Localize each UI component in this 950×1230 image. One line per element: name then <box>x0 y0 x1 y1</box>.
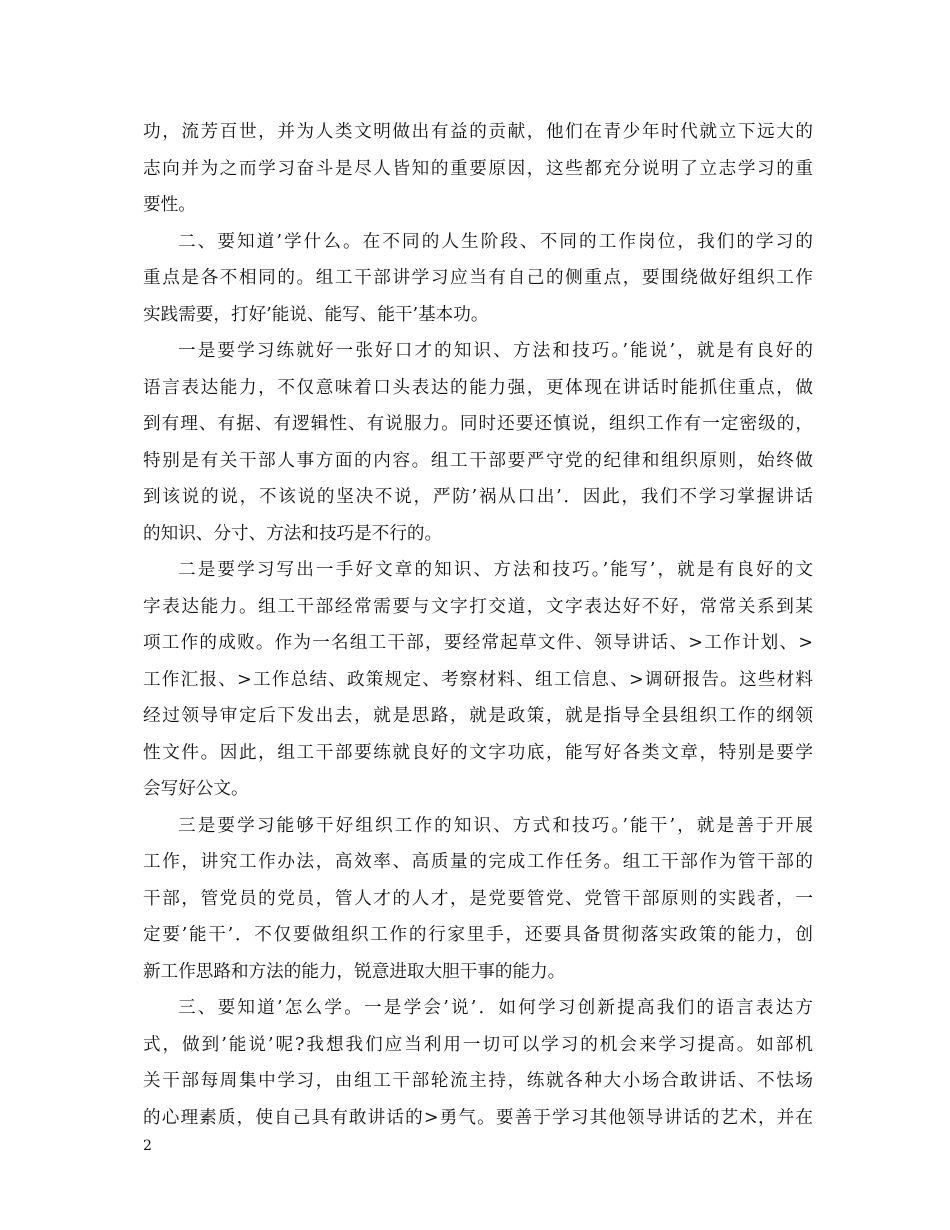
text-line: 到有理、有据、有逻辑性、有说服力。同时还要还慎说，组织工作有一定密级的， <box>143 414 813 434</box>
text-line: 语言表达能力，不仅意味着口头表达的能力强，更体现在讲话时能抓住重点，做 <box>143 377 813 398</box>
text-line: 会写好公文。 <box>143 779 249 799</box>
text-line: 二是要学习写出一手好文章的知识、方法和技巧。’能写’，就是有良好的文 <box>178 560 813 580</box>
text-line: 要性。 <box>143 195 196 215</box>
text-line: 一是要学习练就好一张好口才的知识、方法和技巧。’能说’，就是有良好的 <box>178 341 813 361</box>
text-line: 新工作思路和方法的能力，锐意进取大胆干事的能力。 <box>143 961 566 982</box>
text-line: 项工作的成败。作为一名组工干部，要经常起草文件、领导讲话、>工作计划、> <box>143 633 813 653</box>
text-line: 定要’能干’．不仅要做组织工作的行家里手，还要具备贯彻落实政策的能力，创 <box>143 925 813 945</box>
body-text <box>143 114 813 1136</box>
text-line: 特别是有关干部人事方面的内容。组工干部要严守党的纪律和组织原则，始终做 <box>143 450 813 471</box>
text-line: 字表达能力。组工干部经常需要与文字打交道，文字表达好不好，常常关系到某 <box>143 596 813 617</box>
text-line: 到该说的说，不该说的坚决不说，严防’祸从口出’．因此，我们不学习掌握讲话 <box>143 487 813 507</box>
text-line: 经过领导审定后下发出去，就是思路，就是政策，就是指导全县组织工作的纲领 <box>143 706 813 726</box>
text-line: 功，流芳百世，并为人类文明做出有益的贡献，他们在青少年时代就立下远大的 <box>143 122 813 142</box>
text-line: 实践需要，打好’能说、能写、能干’基本功。 <box>143 304 489 325</box>
text-line: 的心理素质，使自己具有敢讲话的>勇气。要善于学习其他领导讲话的艺术，并在 <box>143 1107 813 1128</box>
text-line: 的知识、分寸、方法和技巧是不行的。 <box>143 523 443 544</box>
text-line: 二、要知道’学什么。在不同的人生阶段、不同的工作岗位，我们的学习的 <box>178 231 813 252</box>
text-line: 干部，管党员的党员，管人才的人才，是党要管党、党管干部原则的实践者，一 <box>143 888 813 909</box>
text-line: 志向并为之而学习奋斗是尽人皆知的重要原因，这些都充分说明了立志学习的重 <box>143 158 813 179</box>
text-line: 式，做到’能说’呢?我想我们应当利用一切可以学习的机会来学习提高。如部机 <box>143 1034 813 1055</box>
text-line: 性文件。因此，组工干部要练就良好的文字功底，能写好各类文章，特别是要学 <box>143 742 813 763</box>
text-line: 工作，讲究工作办法，高效率、高质量的完成工作任务。组工干部作为管干部的 <box>143 852 813 872</box>
text-line: 三、要知道’怎么学。一是学会’说’．如何学习创新提高我们的语言表达方 <box>178 998 813 1018</box>
text-line: 工作汇报、>工作总结、政策规定、考察材料、组工信息、>调研报告。这些材料 <box>143 669 813 690</box>
text-line: 三是要学习能够干好组织工作的知识、方式和技巧。’能干’，就是善于开展 <box>178 815 813 836</box>
text-line: 重点是各不相同的。组工干部讲学习应当有自己的侧重点，要围绕做好组织工作 <box>143 268 813 288</box>
text-line: 关干部每周集中学习，由组工干部轮流主持，练就各种大小场合敢讲话、不怯场 <box>143 1071 813 1091</box>
page-number: 2 <box>143 1138 152 1154</box>
